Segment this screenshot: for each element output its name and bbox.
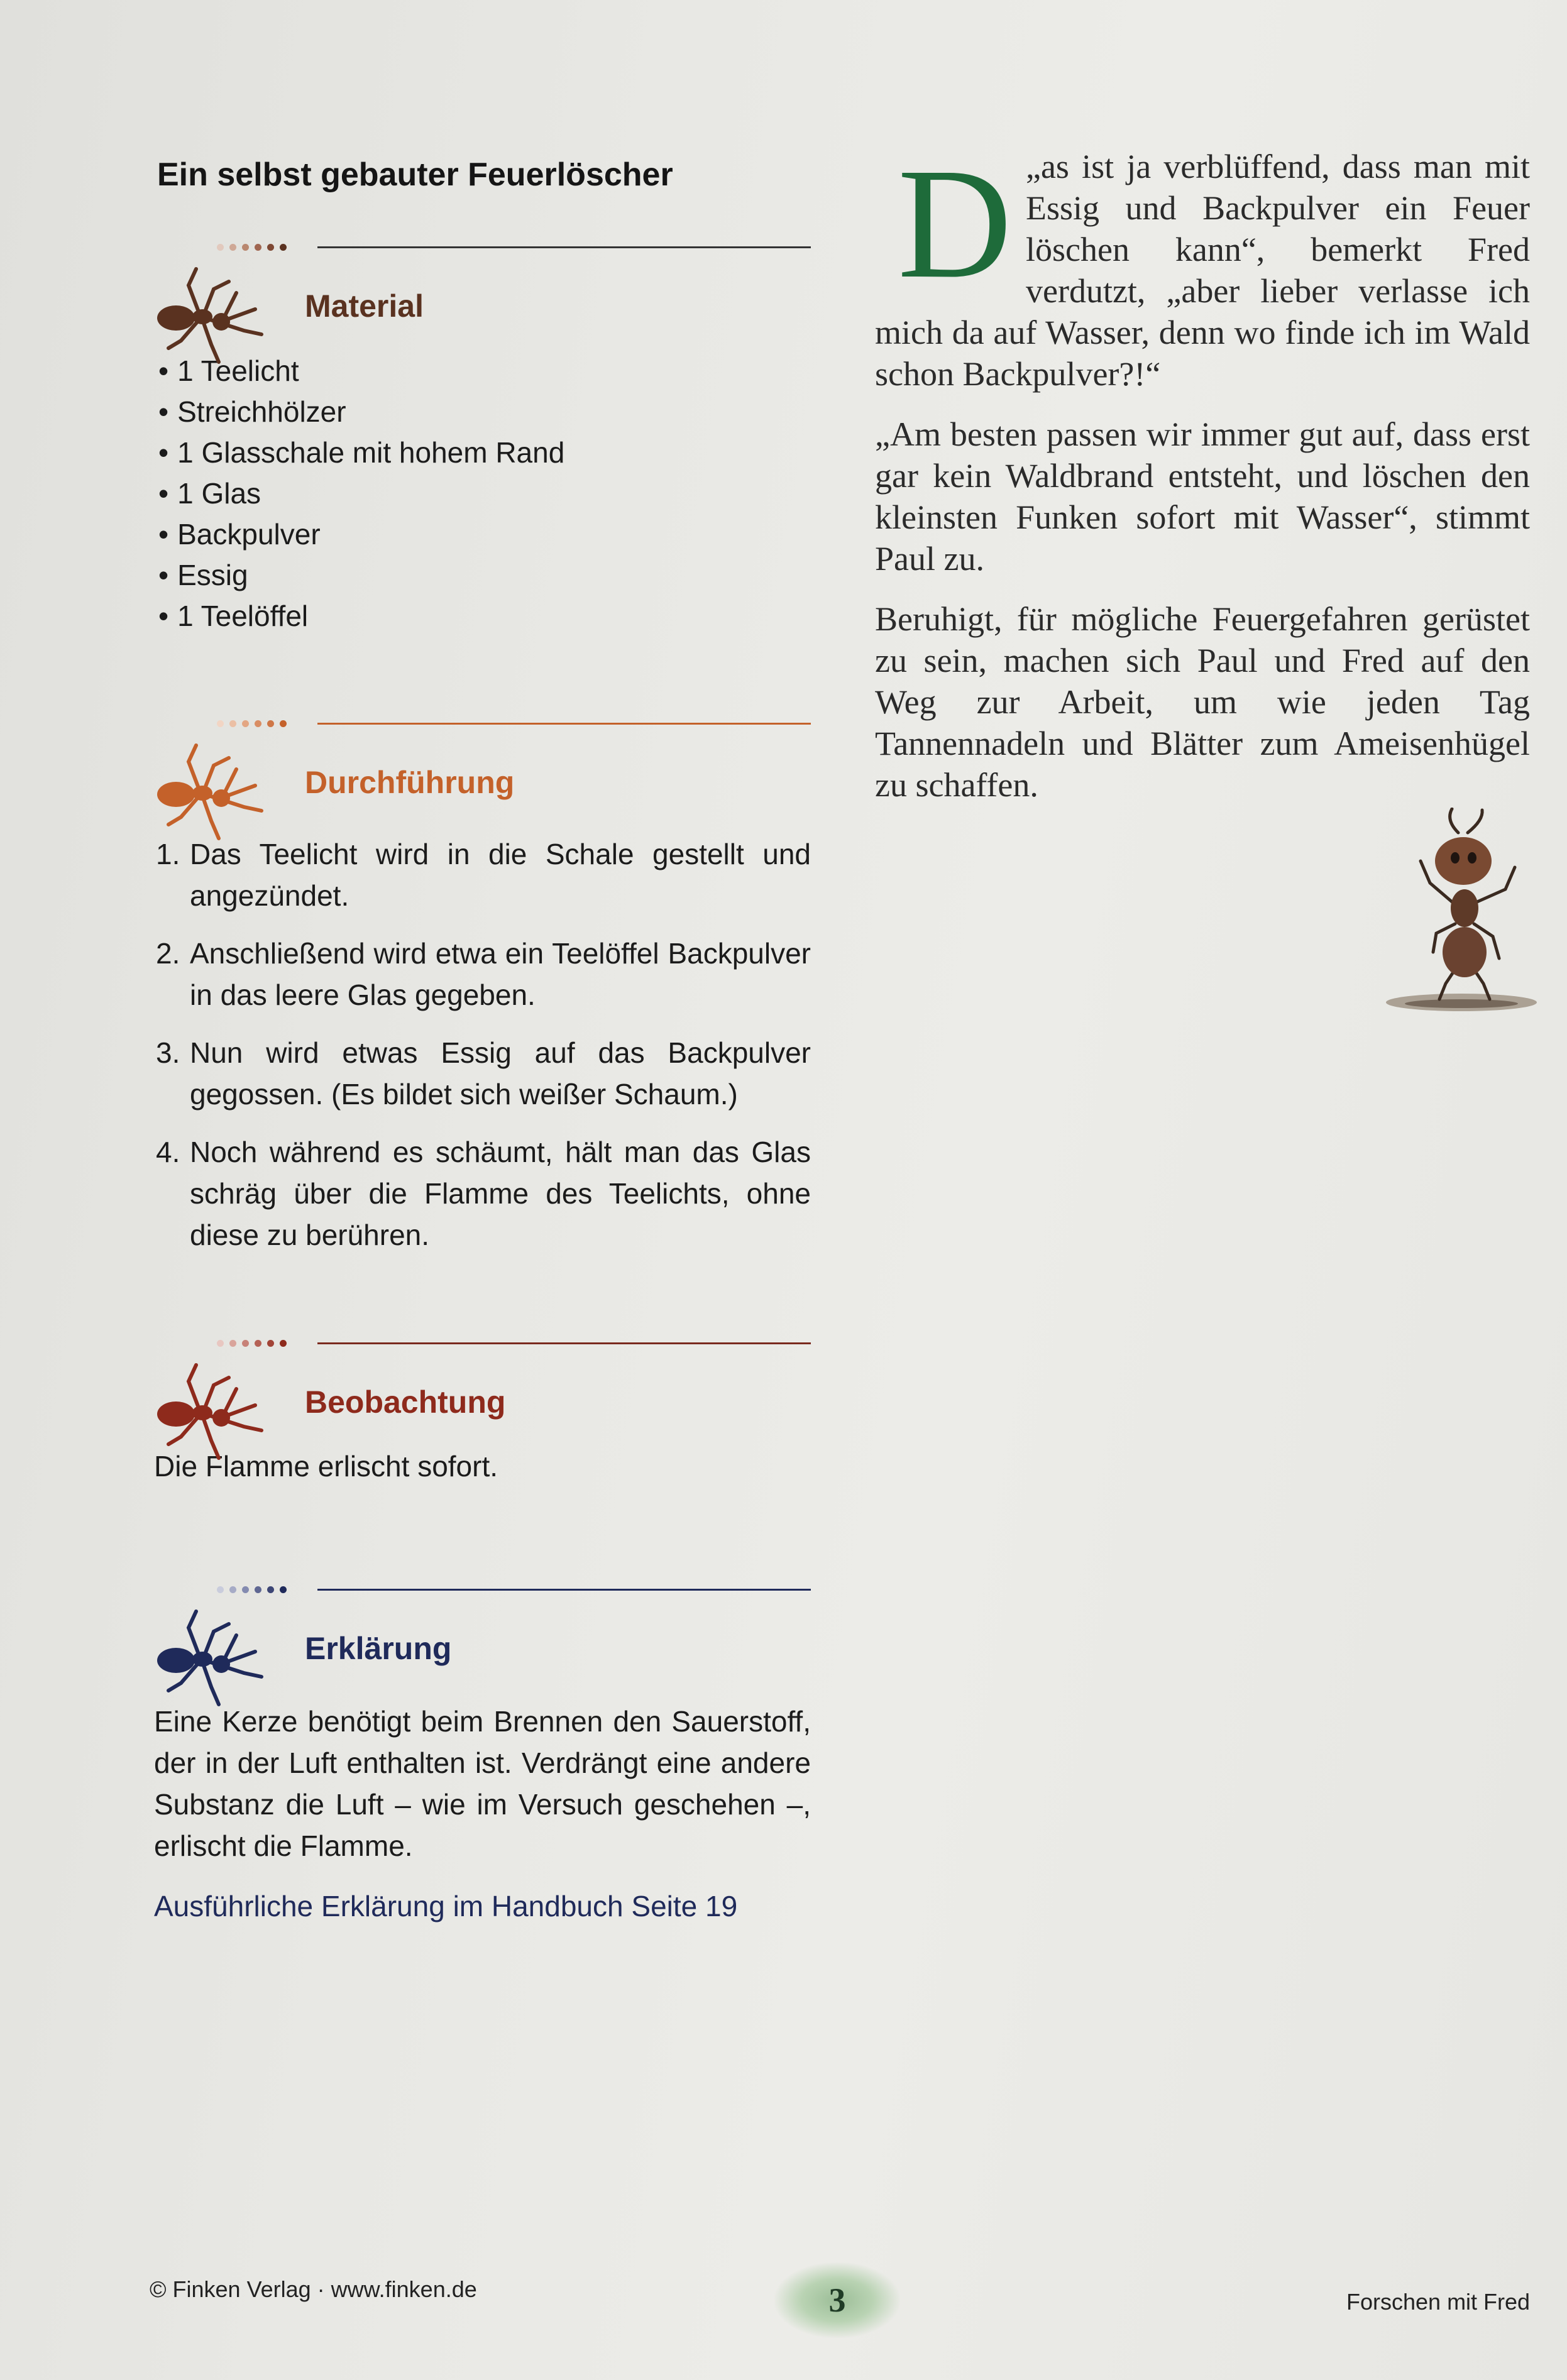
list-item: • 1 Teelöffel bbox=[158, 596, 811, 637]
beobachtung-section bbox=[151, 1340, 811, 1487]
list-item: • Essig bbox=[158, 555, 811, 596]
durchfuehrung-steps bbox=[151, 833, 811, 1256]
section-title-durchfuehrung: Durchführung bbox=[305, 765, 515, 800]
footer-series: Forschen mit Fred bbox=[1346, 2289, 1531, 2315]
ant-icon bbox=[151, 1352, 270, 1466]
list-item: • 1 Teelicht bbox=[158, 351, 811, 392]
beobachtung-text: Die Flamme erlischt sofort. bbox=[154, 1450, 498, 1483]
dots-decoration bbox=[217, 720, 287, 727]
handbook-reference: Ausführliche Erklärung im Handbuch Seite 19 bbox=[154, 1890, 738, 1922]
step-text: Anschließend wird etwa ein Teelöffel Backpulver in das leere Glas gegeben. bbox=[190, 937, 811, 1011]
section-rule bbox=[317, 1589, 811, 1591]
dots-decoration bbox=[217, 1586, 287, 1593]
list-item: • 1 Glasschale mit hohem Rand bbox=[158, 432, 811, 473]
material-header bbox=[151, 244, 811, 363]
durchfuehrung-section bbox=[151, 720, 811, 1272]
story-paragraph-3: Beruhigt, für mögliche Feuergefahren gerüstet zu sein, machen sich Paul und Fred auf den Weg zur Arbeit, um wie jeden Tag Tannennadeln und Blätter zum Ameisenhügel zu schaffen. bbox=[875, 600, 1530, 804]
ant-icon bbox=[151, 733, 270, 846]
footer-publisher: © Finken Verlag · www.finken.de bbox=[150, 2276, 477, 2302]
step-item bbox=[151, 1032, 811, 1115]
fred-ant-illustration bbox=[1383, 808, 1553, 1040]
erklaerung-section bbox=[151, 1586, 811, 1927]
erklaerung-text: Eine Kerze benötigt beim Brennen den Sauerstoff, der in der Luft enthalten ist. Verdrängt eine andere Substanz die Luft – wie im Versuch geschehen –, erlischt die Flamme. bbox=[154, 1705, 811, 1862]
list-item: • Backpulver bbox=[158, 514, 811, 555]
page-number: 3 bbox=[774, 2262, 900, 2338]
section-rule bbox=[317, 1342, 811, 1344]
step-number: 2. bbox=[156, 937, 180, 970]
step-item bbox=[151, 933, 811, 1016]
dots-decoration bbox=[217, 244, 287, 251]
step-number: 3. bbox=[156, 1036, 180, 1069]
step-text: Nun wird etwas Essig auf das Backpulver gegossen. (Es bildet sich weißer Schaum.) bbox=[190, 1036, 811, 1110]
erklaerung-header bbox=[151, 1586, 811, 1706]
step-text: Noch während es schäumt, hält man das Glas schräg über die Flamme des Teelichts, ohne diese zu berühren. bbox=[190, 1136, 811, 1251]
step-text: Das Teelicht wird in die Schale gestellt und angezündet. bbox=[190, 838, 811, 912]
section-rule bbox=[317, 246, 811, 248]
material-section bbox=[151, 244, 811, 637]
page-title: Ein selbst gebauter Feuerlöscher bbox=[157, 156, 673, 193]
dropcap: D bbox=[898, 135, 1012, 311]
section-title-erklaerung: Erklärung bbox=[305, 1631, 452, 1666]
beobachtung-header bbox=[151, 1340, 811, 1459]
story-paragraph-1 bbox=[875, 135, 1530, 395]
section-rule bbox=[317, 723, 811, 725]
story-text: „as ist ja verblüffend, dass man mit Essig und Backpulver ein Feuer löschen kann“, bemerkt Fred verdutzt, „aber lieber verlasse ich mich da auf Wasser, denn wo finde ich im Wald schon Backpulver?!“ bbox=[875, 148, 1530, 393]
step-number: 1. bbox=[156, 838, 180, 870]
list-item: • 1 Glas bbox=[158, 473, 811, 514]
durchfuehrung-header bbox=[151, 720, 811, 840]
material-list bbox=[151, 351, 811, 637]
dots-decoration bbox=[217, 1340, 287, 1347]
step-item bbox=[151, 833, 811, 916]
step-item bbox=[151, 1131, 811, 1256]
section-title-beobachtung: Beobachtung bbox=[305, 1385, 506, 1420]
step-number: 4. bbox=[156, 1136, 180, 1168]
story-column bbox=[875, 135, 1530, 825]
ant-icon bbox=[151, 256, 270, 370]
ant-icon bbox=[151, 1599, 270, 1712]
section-title-material: Material bbox=[305, 288, 424, 324]
list-item: • Streichhölzer bbox=[158, 392, 811, 432]
story-paragraph-2: „Am besten passen wir immer gut auf, dass erst gar kein Waldbrand entsteht, und löschen den kleinsten Funken sofort mit Wasser“, stimmt Paul zu. bbox=[875, 415, 1530, 578]
